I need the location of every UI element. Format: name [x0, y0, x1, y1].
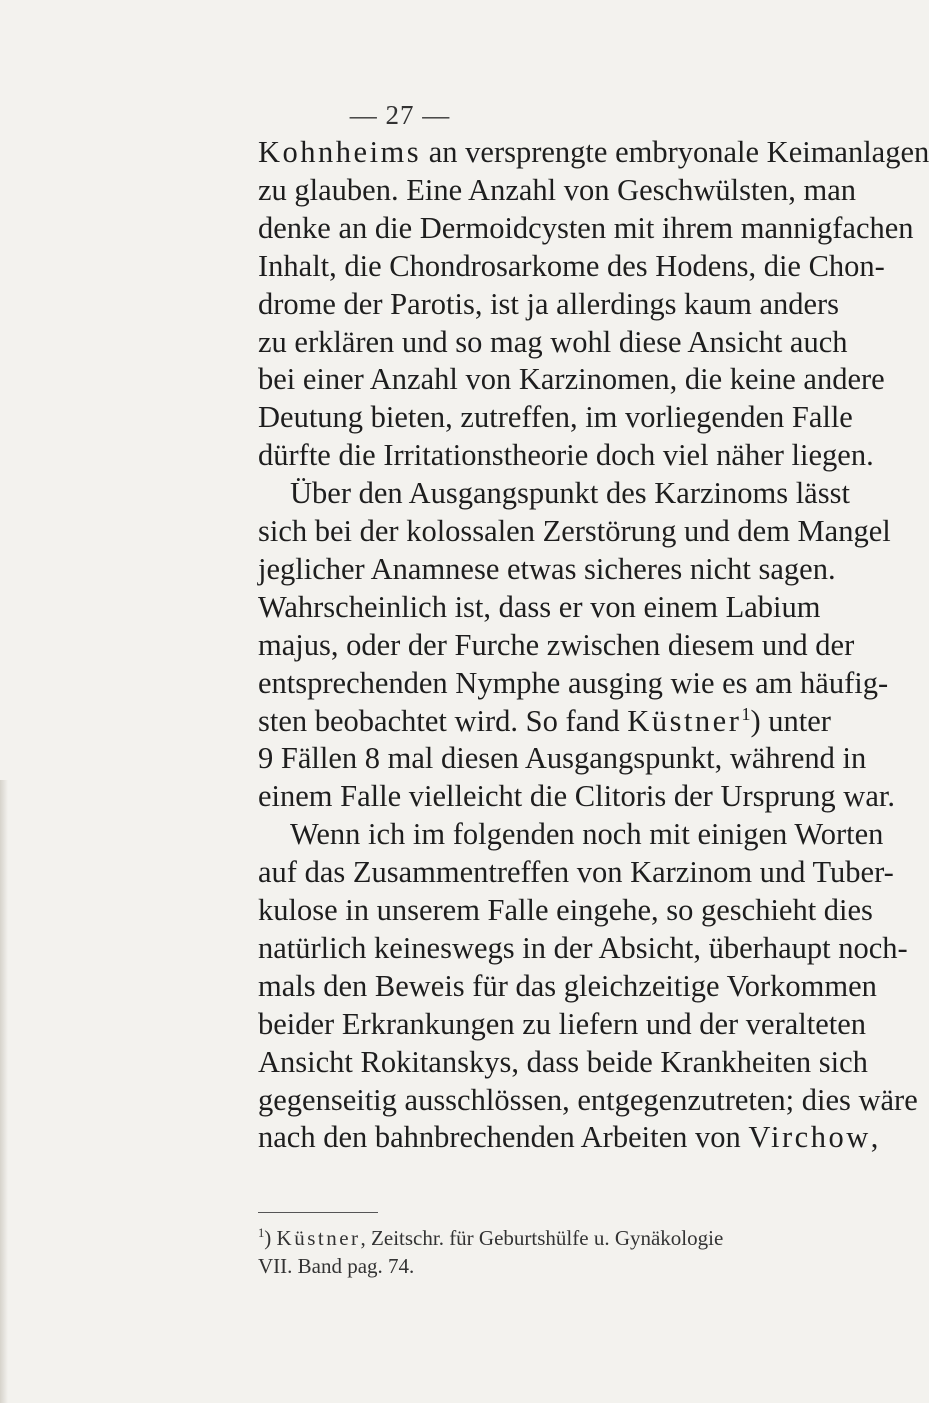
text-segment: zu glauben. Eine Anzahl von Geschwülsten, man [258, 172, 856, 207]
text-segment: zu erklären und so mag wohl diese Ansicht auch [258, 324, 848, 359]
text-line [258, 1082, 918, 1117]
text-line [258, 172, 856, 207]
text-segment: beider Erkrankungen zu liefern und der veralteten [258, 1006, 867, 1041]
text-line [258, 324, 848, 359]
text-line [258, 589, 821, 624]
text-line [258, 514, 891, 548]
text-line [290, 476, 850, 511]
binding-shadow [0, 780, 8, 1403]
text-segment: einem Falle vielleicht die Clitoris der Ursprung war. [258, 779, 895, 814]
text-line [258, 703, 831, 738]
text-line [258, 741, 867, 776]
text-line [258, 1120, 879, 1155]
text-segment: Deutung bieten, zutreffen, im vorliegenden Falle [258, 400, 853, 435]
text-segment: mals den Beweis für das gleichzeitige Vorkommen [258, 968, 877, 1003]
text-line [258, 665, 889, 700]
footnote-line-2: VII. Band pag. 74. [258, 1254, 415, 1278]
text-line [258, 362, 885, 397]
text-segment: entsprechenden Nymphe ausging wie es am häufig- [258, 665, 889, 700]
footnote-rule [258, 1212, 378, 1213]
text-segment: gegenseitig ausschlössen, entgegenzutreten; dies wäre [258, 1082, 918, 1117]
footnote-line-1 [258, 1228, 728, 1249]
text-segment: natürlich keineswegs in der Absicht, überhaupt noch- [258, 930, 908, 965]
text-segment: Über den Ausgangspunkt des Karzinoms lässt [290, 476, 850, 511]
author-name: Virchow [748, 1120, 871, 1155]
text-segment: jeglicher Anamnese etwas sicheres nicht sagen. [258, 551, 836, 586]
text-segment: bei einer Anzahl von Karzinomen, die keine andere [258, 362, 885, 397]
text-segment: Wahrscheinlich ist, dass er von einem Labium [258, 589, 821, 624]
text-line [258, 400, 853, 435]
text-line [258, 248, 885, 283]
text-segment: ) unter [750, 703, 831, 738]
text-segment: , [870, 1120, 879, 1155]
text-segment: Wenn ich im folgenden noch mit einigen Worten [290, 817, 884, 852]
text-line [258, 210, 914, 245]
text-segment: sten beobachtet wird. So fand [258, 703, 628, 738]
footnote-reference: 1 [741, 703, 751, 724]
footnote-marker: 1 [258, 1226, 265, 1240]
text-segment: Inhalt, die Chondrosarkome des Hodens, die Chon- [258, 248, 885, 283]
text-line [258, 551, 836, 586]
text-line [258, 1044, 868, 1079]
author-name: Kohnheims [258, 135, 422, 169]
text-line [258, 855, 894, 890]
text-segment: dürfte die Irritationstheorie doch viel näher liegen. [258, 438, 874, 473]
text-segment: nach den bahnbrechenden Arbeiten von [258, 1120, 749, 1155]
text-segment: auf das Zusammentreffen von Karzinom und Tuber- [258, 855, 894, 890]
text-line [258, 286, 840, 321]
text-line [258, 968, 877, 1003]
text-segment: Ansicht Rokitanskys, dass beide Krankheiten sich [258, 1044, 868, 1079]
text-line [258, 438, 874, 473]
text-line [258, 1006, 867, 1041]
footnote-text: ) [264, 1226, 277, 1250]
text-line [258, 930, 908, 965]
text-segment: 9 Fällen 8 mal diesen Ausgangspunkt, während in [258, 741, 867, 776]
footnote-text: , Zeitschr. für Geburtshülfe u. Gynäkologie [360, 1226, 724, 1250]
text-segment: an versprengte embryonale Keimanlagen [421, 135, 929, 169]
footnote-author: Küstner [276, 1226, 361, 1250]
text-line [258, 135, 929, 169]
text-segment: sich bei der kolossalen Zerstörung und dem Mangel [258, 514, 891, 548]
text-line [290, 817, 884, 852]
text-segment: majus, oder der Furche zwischen diesem und der [258, 627, 855, 662]
text-segment: drome der Parotis, ist ja allerdings kaum anders [258, 286, 840, 321]
text-segment: kulose in unserem Falle eingehe, so geschieht dies [258, 893, 873, 927]
author-name: Küstner [627, 703, 742, 738]
page-number: — 27 — [349, 100, 451, 130]
text-line [258, 779, 895, 814]
text-line [258, 893, 873, 927]
text-segment: denke an die Dermoidcysten mit ihrem mannigfachen [258, 210, 914, 245]
text-line [258, 627, 855, 662]
